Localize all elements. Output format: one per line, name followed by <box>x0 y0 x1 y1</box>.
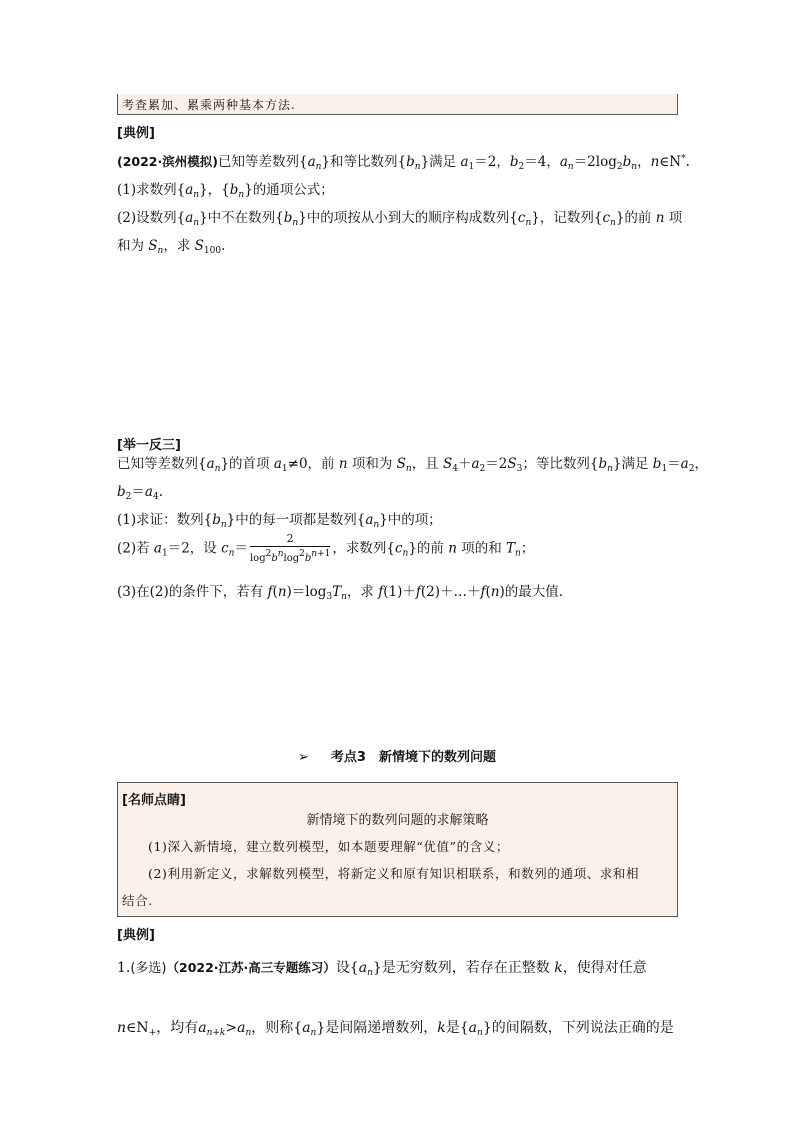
example1-stem: (2022·滨州模拟)已知等差数列$\{a_n\}$和等比数列$\{b_n\}$满足 $a_1=2$，$b_2=4$，$a_n=2\log_2b_n$，n∈N*. <box>117 154 690 172</box>
example2-label: [典例] <box>117 928 155 943</box>
practice-part1: (1)求证：数列$\{b_n\}$中的每一项都是数列$\{a_n\}$中的项； <box>117 512 442 530</box>
example1-part1: (1)求数列$\{a_n\}$，$\{b_n\}$的通项公式； <box>117 182 334 200</box>
tips-box <box>117 782 678 917</box>
example1-part2: (2)设数列$\{a_n\}$中不在数列$\{b_n\}$中的项按从小到大的顺序构成数列$\{c_n\}$，记数列$\{c_n\}$的前 n 项 <box>117 210 683 228</box>
top-note-text: 考查累加、累乘两种基本方法. <box>122 98 296 112</box>
tips-line-3: 结合. <box>122 893 153 908</box>
section-title: 考点3 新情境下的数列问题 <box>330 750 496 765</box>
practice-part2: (2)若 $a_1=2$，设 $c_n=$ $\frac{2}{\log^2b^n\log^2b^{n+1}}$ ，求数列$\{c_n\}$的前 n 项的和 $T_n$； <box>117 532 535 564</box>
practice-stem-cont: $b_2=a_4$. <box>117 484 163 502</box>
top-note-box <box>117 94 678 115</box>
practice-stem: 已知等差数列$\{a_n\}$的首项 $a_1\ne 0$，前 n 项和为 $S_n$，且 $S_4+a_2=2S_3$；等比数列$\{b_n\}$满足 $b_1=a_2$， <box>117 456 708 474</box>
example2-line1: 1.(多选)（2022·江苏·高三专题练习）设$\{a_n\}$是无穷数列，若存在正整数 k，使得对任意 <box>117 960 647 978</box>
tips-line-1: (1)深入新情境，建立数列模型，如本题要理解“优值”的含义； <box>148 839 509 854</box>
tips-label: [名师点睛] <box>122 793 186 808</box>
example2-line2: $n\in N_+$，均有$a_{n+k}>a_n$，则称$\{a_n\}$是间隔递增数列，k是$\{a_n\}$的间隔数，下列说法正确的是 <box>117 1020 674 1038</box>
example1-part2-cont: 和为 $S_n$，求 $S_{100}$. <box>117 238 226 256</box>
fraction: $\frac{2}{\log^2b^n\log^2b^{n+1}}$ <box>249 532 331 564</box>
example-label: [典例] <box>117 126 155 141</box>
practice-label: [举一反三] <box>117 438 181 453</box>
practice-part3: (3)在(2)的条件下，若有 $f(n)=\log_3T_n$，求 f(1)＋f(2)＋…＋f(n)的最大值． <box>117 584 573 602</box>
tips-title: 新情境下的数列问题的求解策略 <box>306 813 489 828</box>
example1-source: (2022·滨州模拟) <box>117 154 218 169</box>
arrow-icon: ➢ <box>298 750 309 765</box>
section-heading <box>0 746 794 765</box>
tips-line-2: (2)利用新定义，求解数列模型，将新定义和原有知识相联系，和数列的通项、求和相 <box>148 866 640 881</box>
